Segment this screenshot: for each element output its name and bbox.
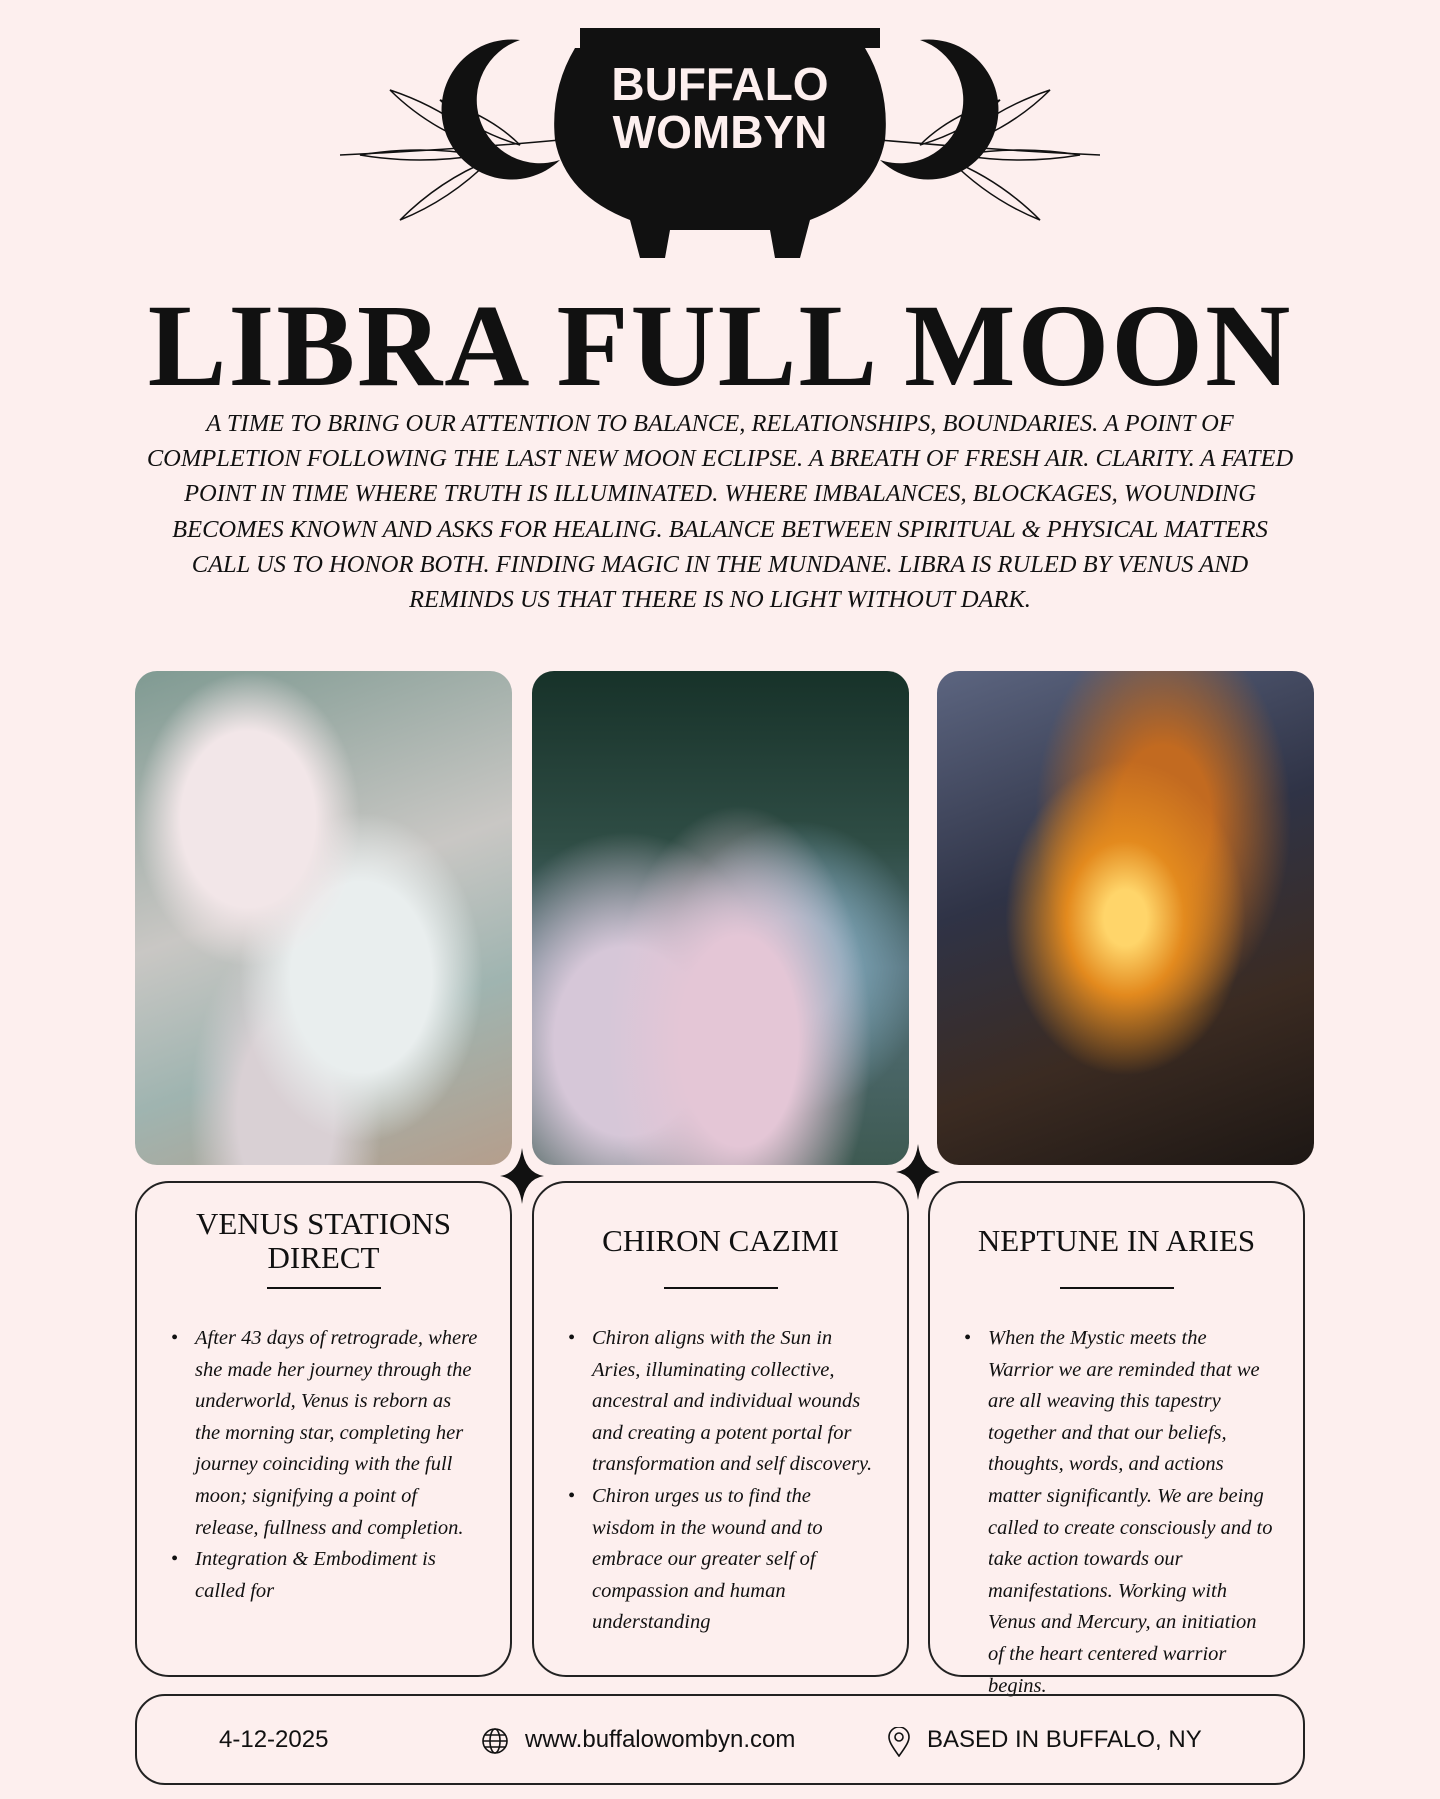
footer-bar: [135, 1694, 1305, 1785]
location-text: BASED IN BUFFALO, NY: [927, 1726, 1202, 1753]
card-chiron-cazimi: [532, 1181, 909, 1677]
map-pin-icon: [887, 1727, 911, 1757]
seashells-image: [135, 671, 512, 1165]
card-bullet: • After 43 days of retrograde, where she made her journey through the underworld, Venus is reborn as the morning star, completing her journey coinciding with the full moon; signifying a point of release, fullness and completion.: [167, 1323, 480, 1544]
card-title: VENUS STATIONS DIRECT: [195, 1206, 451, 1275]
woman-in-mist-image: [532, 671, 909, 1165]
divider: [664, 1287, 778, 1289]
logo-line2: WOMBYN: [612, 106, 828, 158]
card-bullet: • Chiron urges us to find the wisdom in the wound and to embrace our greater self of compassion and human understanding: [564, 1481, 877, 1639]
event-date: 4-12-2025: [219, 1726, 329, 1753]
card-venus-stations-direct: [135, 1181, 512, 1677]
logo-line1: BUFFALO: [611, 58, 829, 110]
page-title: LIBRA FULL MOON: [147, 280, 1293, 411]
divider: [1060, 1287, 1174, 1289]
card-title: CHIRON CAZIMI: [602, 1223, 839, 1258]
card-bullet: • Chiron aligns with the Sun in Aries, illuminating collective, ancestral and individual wounds and creating a potent portal for transformation and self discovery.: [564, 1323, 877, 1481]
buffalo-wombyn-logo: [330, 20, 1110, 265]
globe-icon: [481, 1727, 509, 1755]
card-neptune-in-aries: [928, 1181, 1305, 1697]
website-link[interactable]: www.buffalowombyn.com: [525, 1726, 796, 1753]
card-bullet: • Integration & Embodiment is called for: [167, 1544, 480, 1607]
card-bullet: • When the Mystic meets the Warrior we are reminded that we are all weaving this tapestry together and that our beliefs, thoughts, words, and actions matter significantly. We are being called to create consciously and to take action towards our manifestations. Working with Venus and Mercury, an initiation of the heart centered warrior begins.: [960, 1323, 1273, 1702]
intro-paragraph: A TIME TO BRING OUR ATTENTION TO BALANCE, RELATIONSHIPS, BOUNDARIES. A POINT OF COMPLETION FOLLOWING THE LAST NEW MOON ECLIPSE. A BREATH OF FRESH AIR. CLARITY. A FATED POINT IN TIME WHERE TRUTH IS ILLUMINATED. WHERE IMBALANCES, BLOCKAGES, WOUNDING BECOMES KNOWN AND ASKS FOR HEALING. BALANCE BETWEEN SPIRITUAL & PHYSICAL MATTERS CALL US TO HONOR BOTH. FINDING MAGIC IN THE MUNDANE. LIBRA IS RULED BY VENUS AND REMINDS US THAT THERE IS NO LIGHT WITHOUT DARK.: [146, 410, 1294, 614]
golden-wave-image: [937, 671, 1314, 1165]
sparkle-star-icon: [896, 1144, 940, 1200]
card-title: NEPTUNE IN ARIES: [977, 1223, 1256, 1258]
divider: [267, 1287, 381, 1289]
